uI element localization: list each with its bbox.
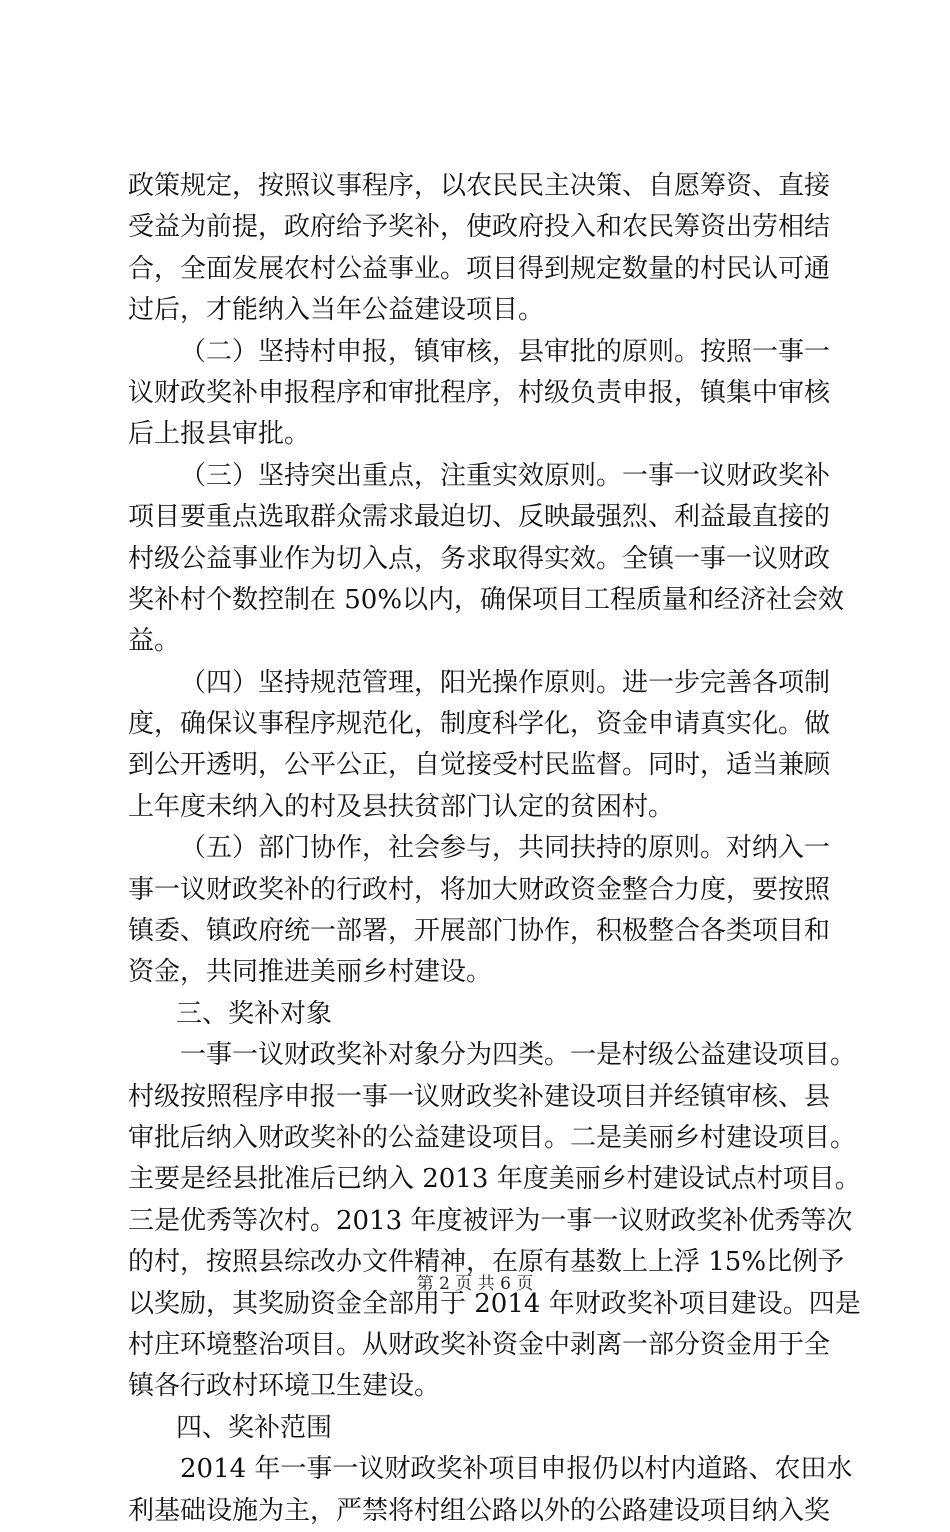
paragraph-line: 主要是经县批准后已纳入 2013 年度美丽乡村建设试点村项目。 bbox=[128, 1164, 861, 1195]
page-footer: 第 2 页 共 6 页 bbox=[416, 1274, 534, 1294]
paragraph-line: （三）坚持突出重点，注重实效原则。一事一议财政奖补 bbox=[180, 460, 831, 491]
paragraph-line: 一事一议财政奖补对象分为四类。一是村级公益建设项目。 bbox=[180, 1040, 857, 1071]
paragraph-line: 过后，才能纳入当年公益建设项目。 bbox=[128, 295, 545, 326]
paragraph-line: 审批后纳入财政奖补的公益建设项目。二是美丽乡村建设项目。 bbox=[128, 1122, 857, 1153]
document-body bbox=[128, 166, 861, 1532]
paragraph-line: 镇各行政村环境卫生建设。 bbox=[128, 1371, 441, 1402]
paragraph-line: 合，全面发展农村公益事业。项目得到规定数量的村民认可通 bbox=[128, 253, 831, 284]
paragraph-line: 政策规定，按照议事程序，以农民民主决策、自愿筹资、直接 bbox=[128, 171, 831, 201]
paragraph-line: 后上报县审批。 bbox=[128, 419, 311, 450]
paragraph-line: 镇委、镇政府统一部署，开展部门协作，积极整合各类项目和 bbox=[128, 916, 831, 947]
paragraph-line: 2014 年一事一议财政奖补项目申报仍以村内道路、农田水 bbox=[180, 1454, 853, 1485]
paragraph-line: 村庄环境整治项目。从财政奖补资金中剥离一部分资金用于全 bbox=[128, 1329, 831, 1360]
section-heading: 四、奖补范围 bbox=[176, 1412, 333, 1443]
paragraph-line: 村级按照程序申报一事一议财政奖补建设项目并经镇审核、县 bbox=[128, 1081, 831, 1112]
paragraph-line: 奖补村个数控制在 50%以内，确保项目工程质量和经济社会效 bbox=[128, 584, 845, 615]
paragraph-line: 利基础设施为主，严禁将村组公路以外的公路建设项目纳入奖 bbox=[128, 1495, 831, 1526]
paragraph-line: 度，确保议事程序规范化，制度科学化，资金申请真实化。做 bbox=[128, 709, 831, 740]
paragraph-line: 事一议财政奖补的行政村，将加大财政资金整合力度，要按照 bbox=[128, 874, 831, 905]
paragraph-line: （二）坚持村申报，镇审核，县审批的原则。按照一事一 bbox=[180, 336, 831, 367]
paragraph-line: 上年度未纳入的村及县扶贫部门认定的贫困村。 bbox=[128, 791, 675, 822]
section-heading: 三、奖补对象 bbox=[176, 998, 333, 1029]
paragraph-line: 村级公益事业作为切入点，务求取得实效。全镇一事一议财政 bbox=[128, 543, 831, 574]
paragraph-line: 项目要重点选取群众需求最迫切、反映最强烈、利益最直接的 bbox=[128, 502, 831, 533]
paragraph-line: （四）坚持规范管理，阳光操作原则。进一步完善各项制 bbox=[180, 667, 831, 698]
paragraph-line: 益。 bbox=[128, 626, 181, 657]
paragraph-line: 到公开透明，公平公正，自觉接受村民监督。同时，适当兼顾 bbox=[128, 750, 831, 781]
paragraph-line: 的村，按照县综改办文件精神，在原有基数上上浮 15%比例予 bbox=[128, 1247, 845, 1278]
paragraph-line: （五）部门协作，社会参与，共同扶持的原则。对纳入一 bbox=[180, 833, 831, 864]
paragraph-line: 三是优秀等次村。2013 年度被评为一事一议财政奖补优秀等次 bbox=[128, 1205, 853, 1236]
paragraph-line: 受益为前提，政府给予奖补，使政府投入和农民筹资出劳相结 bbox=[128, 212, 831, 243]
paragraph-line: 以奖励，其奖励资金全部用于 2014 年财政奖补项目建设。四是 bbox=[128, 1288, 861, 1319]
paragraph-line: 议财政奖补申报程序和审批程序，村级负责申报，镇集中审核 bbox=[128, 377, 831, 408]
paragraph-line: 资金，共同推进美丽乡村建设。 bbox=[128, 957, 493, 988]
